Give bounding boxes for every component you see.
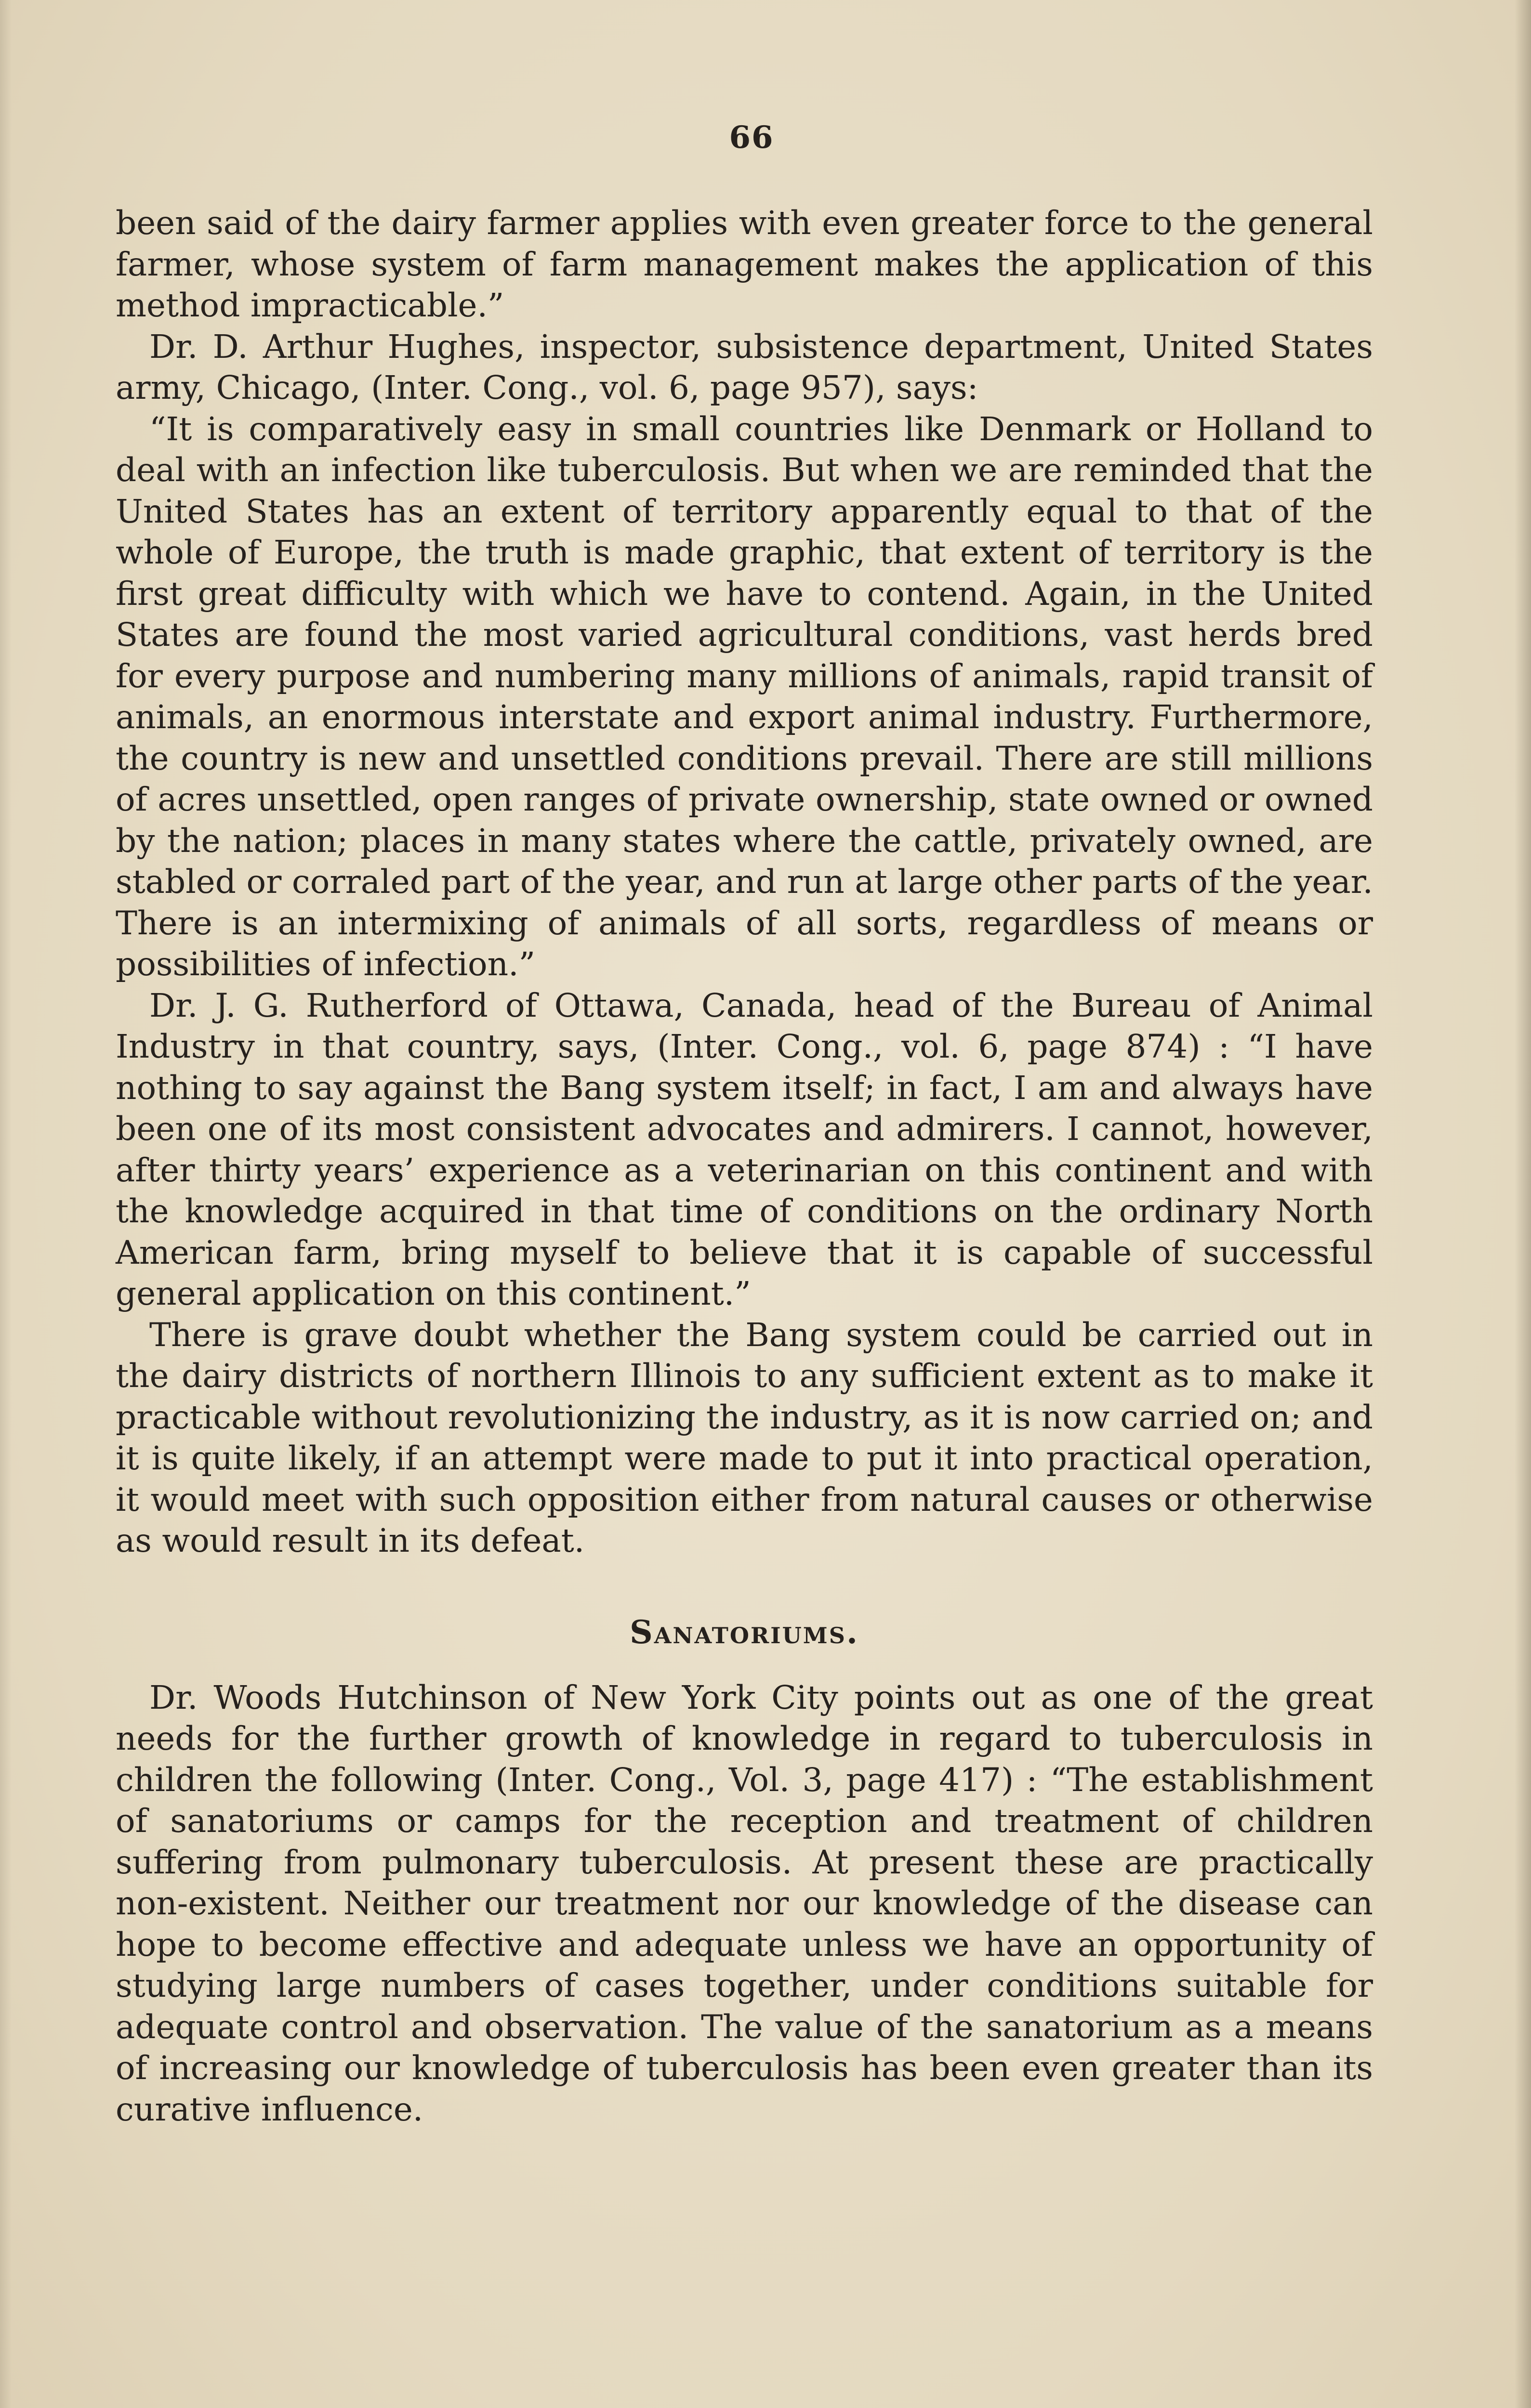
- paragraph-hutchinson-quote: Dr. Woods Hutchinson of New York City points out as one of the great needs for the further growth of knowledge in regard to tuberculosis in children the following (Inter. Cong., Vol. 3, page 417) : “The establishment of sanatoriums or camps for the reception and treatment of children suffering from pulmonary tuberculosis. At present these are practically non-existent. Neither our treatment nor our knowledge of the disease can hope to become effective and adequate unless we have an opportunity of studying large numbers of cases together, under conditions suitable for adequate control and observation. The value of the sanatorium as a means of increasing our knowledge of tuberculosis has been even greater than its curative influence.: [116, 1678, 1373, 2128]
- paragraph-hughes-quote: “It is comparatively easy in small countries like Denmark or Holland to deal with an infection like tuberculosis. But when we are reminded that the United States has an extent of territory apparently equal to that of the whole of Europe, the truth is made graphic, that extent of territory is the first great difficulty with which we have to contend. Again, in the United States are found the most varied agricultural conditions, vast herds bred for every purpose and numbering many millions of animals, rapid transit of animals, an enormous interstate and export animal industry. Furthermore, the country is new and unsettled conditions prevail. There are still millions of acres unsettled, open ranges of private ownership, state owned or owned by the nation; places in many states where the cattle, privately owned, are stabled or corraled part of the year, and run at large other parts of the year. There is an intermixing of animals of all sorts, regardless of means or possibilities of infection.”: [116, 409, 1373, 983]
- page-left-edge-shadow: [0, 0, 12, 2408]
- page-number: 66: [729, 119, 774, 156]
- section-heading-sanatoriums: Sanatoriums.: [630, 1613, 859, 1651]
- paragraph-hughes-intro: Dr. D. Arthur Hughes, inspector, subsistence department, United States army, Chicago, (Inter. Cong., vol. 6, page 957), says:: [116, 327, 1373, 406]
- page-right-edge-shadow: [1515, 0, 1531, 2408]
- paragraph-bang-system-doubt: There is grave doubt whether the Bang system could be carried out in the dairy districts of northern Illinois to any sufficient extent as to make it practicable without revolutionizing the industry, as it is now carried on; and it is quite likely, if an attempt were made to put it into practical operation, it would meet with such opposition either from natural causes or otherwise as would result in its defeat.: [116, 1315, 1373, 1559]
- body-text-column: [116, 202, 1373, 2130]
- paragraph-continued-quote: been said of the dairy farmer applies with even greater force to the general farmer, whose system of farm management makes the application of this method impracticable.”: [116, 204, 1373, 324]
- paragraph-rutherford-quote: Dr. J. G. Rutherford of Ottawa, Canada, head of the Bureau of Animal Industry in that country, says, (Inter. Cong., vol. 6, page 874) : “I have nothing to say against the Bang system itself; in fact, I am and always have been one of its most consistent advocates and admirers. I cannot, however, after thirty years’ experience as a veterinarian on this continent and with the knowledge acquired in that time of conditions on the ordinary North American farm, bring myself to believe that it is capable of successful general application on this continent.”: [116, 986, 1373, 1312]
